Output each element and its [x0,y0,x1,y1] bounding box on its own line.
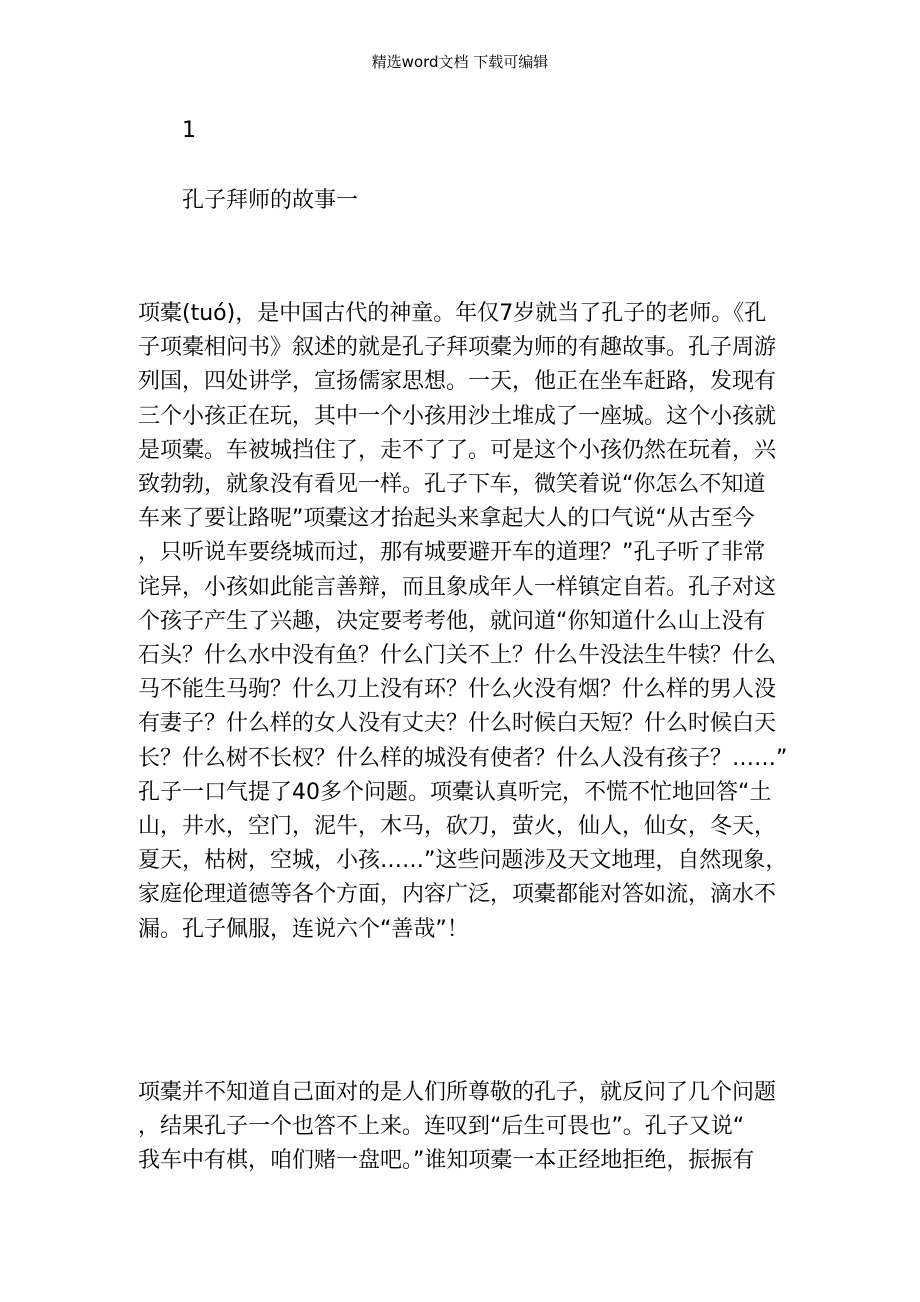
paragraph-line: 山，井水，空门，泥牛，木马，砍刀，萤火，仙人，仙女，冬天， [138,814,777,840]
paragraph-line: 有妻子？什么样的女人没有丈夫？什么时候白天短？什么时候白天 [138,711,777,737]
paragraph-line: 我车中有棋，咱们赌一盘吧。”谁知项橐一本正经地拒绝，振振有 [138,1148,755,1174]
paragraph-line: 孔子一口气提了40多个问题。项橐认真听完，不慌不忙地回答“土 [138,779,772,805]
paragraph-2 [138,1076,778,1179]
paragraph-line: 夏天，枯树，空城，小孩……”这些问题涉及天文地理，自然现象， [138,848,788,874]
paragraph-1 [138,297,788,947]
paragraph-line: 子项橐相问书》叙述的就是孔子拜项橐为师的有趣故事。孔子周游 [138,335,777,361]
paragraph-line: 是项橐。车被城挡住了，走不了了。可是这个小孩仍然在玩着，兴 [138,437,777,463]
paragraph-line: 车来了要让路呢”项橐这才抬起头来拿起大人的口气说“从古至今 [138,506,755,532]
paragraph-line: 长？什么树不长杈？什么样的城没有使者？什么人没有孩子？……” [138,745,788,771]
document-title: 孔子拜师的故事一 [182,188,359,213]
paragraph-line: 项橐并不知道自己面对的是人们所尊敬的孔子，就反问了几个问题 [138,1080,777,1105]
paragraph-line: ，只听说车要绕城而过，那有城要避开车的道理？”孔子听了非常 [138,540,766,566]
paragraph-line: 漏。孔子佩服，连说六个“善哉”！ [138,916,469,942]
paragraph-line: 个孩子产生了兴趣，决定要考考他，就问道“你知道什么山上没有 [138,608,766,634]
paragraph-line: 诧异，小孩如此能言善辩，而且象成年人一样镇定自若。孔子对这 [138,574,777,600]
paragraph-line: 石头？什么水中没有鱼？什么门关不上？什么牛没法生牛犊？什么 [138,643,777,669]
paragraph-line: 致勃勃，就象没有看见一样。孔子下车，微笑着说“你怎么不知道 [138,472,766,498]
paragraph-line: 家庭伦理道德等各个方面，内容广泛，项橐都能对答如流，滴水不 [138,882,777,908]
paragraph-line: ，结果孔子一个也答不上来。连叹到“后生可畏也”。孔子又说“ [138,1114,745,1140]
paragraph-line: 三个小孩正在玩，其中一个小孩用沙土堆成了一座城。这个小孩就 [138,403,777,429]
page-number: 1 [182,118,196,143]
page-header: 精选word文档 下载可编辑 [371,53,549,71]
paragraph-line: 马不能生马驹？什么刀上没有环？什么火没有烟？什么样的男人没 [138,677,777,703]
paragraph-line: 项橐(tuó)，是中国古代的神童。年仅7岁就当了孔子的老师。《孔 [138,301,767,326]
paragraph-line: 列国，四处讲学，宣扬儒家思想。一天，他正在坐车赶路，发现有 [138,369,777,395]
